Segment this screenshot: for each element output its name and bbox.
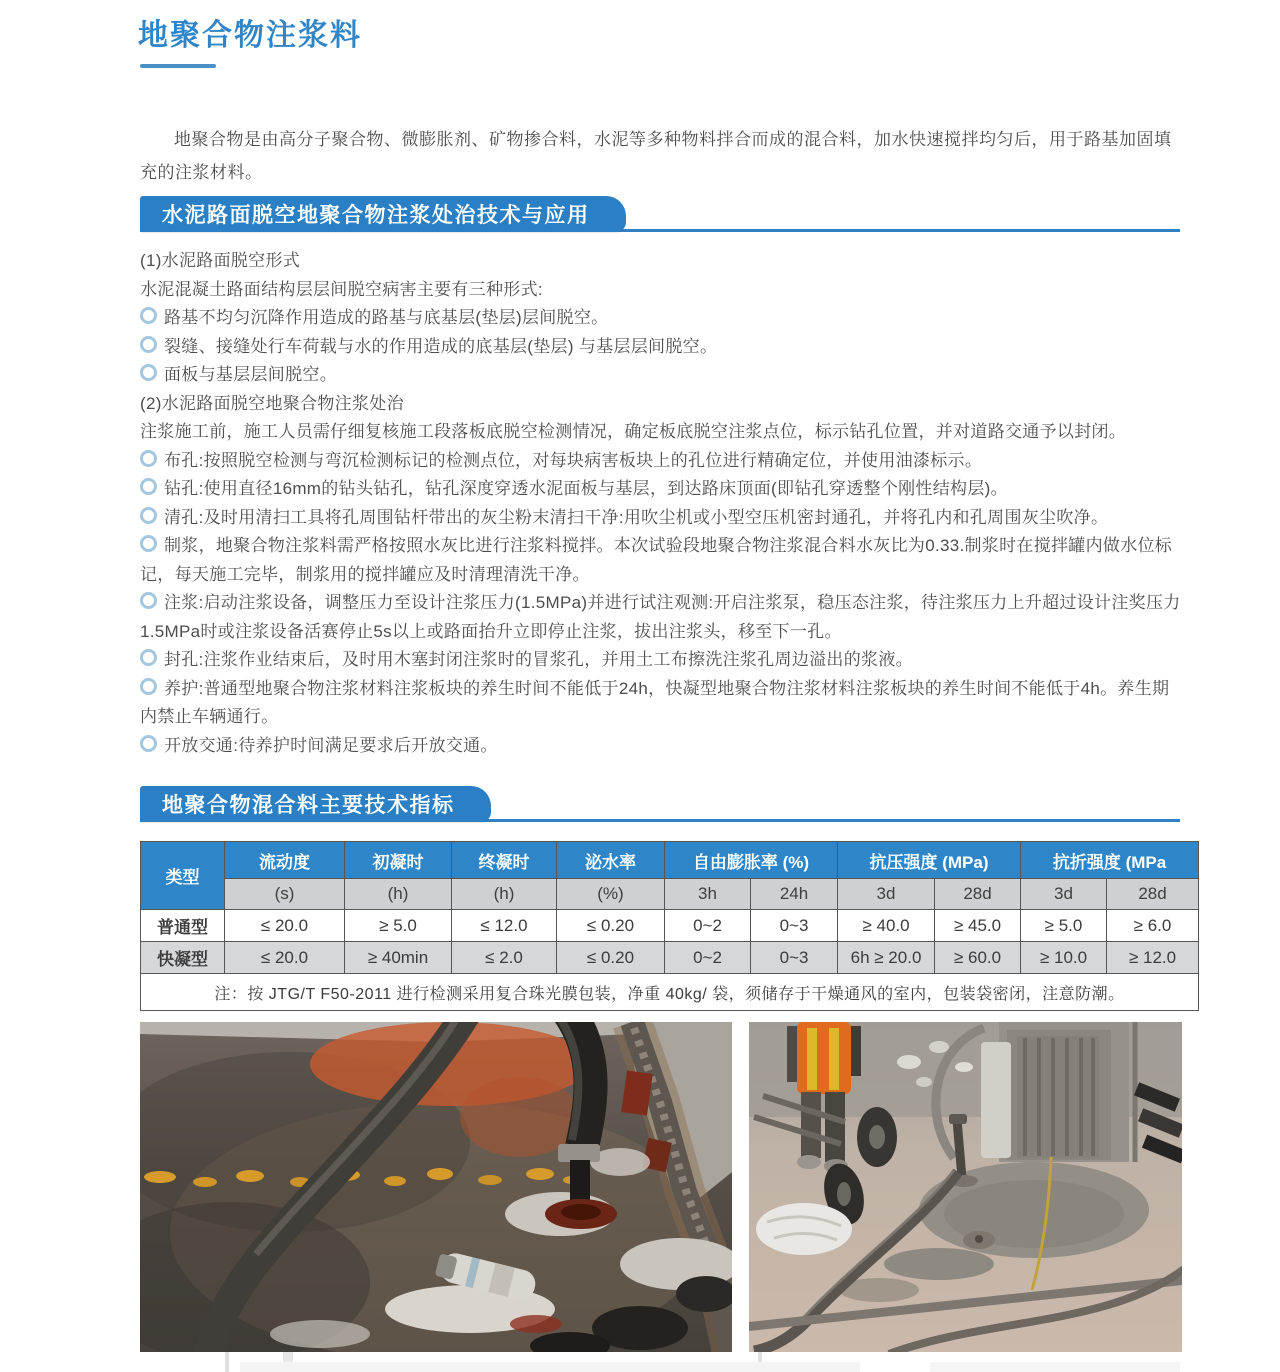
bullet-text: 制浆，地聚合物注浆料需严格按照水灰比进行注浆料搅拌。本次试验段地聚合物注浆混合料水灰比为0.33.制浆时在搅拌罐内做水位标记，每天施工完毕，制浆用的搅拌罐应及时清理清洗干净。 xyxy=(140,536,1173,584)
table-note-row xyxy=(141,974,1199,1011)
section-banner-2 xyxy=(140,786,491,822)
bullet-item xyxy=(140,504,1186,533)
ring-bullet-icon xyxy=(140,592,157,609)
next-page-hint xyxy=(240,1362,860,1372)
bullet-item xyxy=(140,532,1186,589)
bullet-item xyxy=(140,646,1186,675)
bullet-item xyxy=(140,475,1186,504)
section-title-1: 水泥路面脱空地聚合物注浆处治技术与应用 xyxy=(162,204,590,227)
body-paragraph xyxy=(140,247,1186,276)
bullet-item xyxy=(140,589,1186,646)
bullet-item xyxy=(140,304,1186,333)
row-label-cell: 快凝型 xyxy=(141,942,225,974)
table-row xyxy=(141,910,1199,942)
ring-bullet-icon xyxy=(140,450,157,467)
table-cell: ≤ 2.0 xyxy=(452,942,557,974)
table-subheader-cell: 3h xyxy=(665,879,751,910)
table-subheader-cell: (h) xyxy=(345,879,452,910)
table-subheader-cell: (s) xyxy=(225,879,345,910)
bullet-text: 钻孔:使用直径16mm的钻头钻孔，钻孔深度穿透水泥面板与基层，到达路床顶面(即钻孔穿透整个刚性结构层)。 xyxy=(164,479,1008,498)
table-cell: 0~2 xyxy=(665,910,751,942)
table-cell: ≤ 20.0 xyxy=(225,942,345,974)
table-note: 注：按 JTG/T F50-2011 进行检测采用复合珠光膜包装，净重 40kg/ 袋，须储存于干燥通风的室内，包装袋密闭，注意防潮。 xyxy=(141,974,1199,1011)
bullet-text: 养护:普通型地聚合物注浆材料注浆板块的养生时间不能低于24h，快凝型地聚合物注浆材料注浆板块的养生时间不能低于4h。养生期内禁止车辆通行。 xyxy=(140,678,1170,726)
photo-illustration xyxy=(140,1022,732,1352)
table-subheader-cell: 3d xyxy=(1021,879,1107,910)
row-label-cell: 普通型 xyxy=(141,910,225,942)
body-paragraph xyxy=(140,418,1186,447)
bullet-text: 开放交通:待养护时间满足要求后开放交通。 xyxy=(164,735,498,755)
bullet-item xyxy=(140,447,1186,476)
table-subheader-cell: (h) xyxy=(452,879,557,910)
section-banner-1 xyxy=(140,196,626,232)
bullet-text: 裂缝、接缝处行车荷载与水的作用造成的底基层(垫层) 与基层层间脱空。 xyxy=(164,336,718,356)
bullet-text: 面板与基层层间脱空。 xyxy=(164,365,337,384)
table-cell: ≥ 12.0 xyxy=(1107,942,1199,974)
table-subheader-cell: 24h xyxy=(751,879,838,910)
table-header-cell: 初凝时 xyxy=(345,842,452,879)
paragraph-text: (1)水泥路面脱空形式 xyxy=(140,251,301,270)
ring-bullet-icon xyxy=(140,678,157,695)
table-cell: ≥ 45.0 xyxy=(935,910,1021,942)
table-cell: 0~3 xyxy=(751,942,838,974)
table-subheader-cell: 3d xyxy=(838,879,935,910)
bullet-text: 布孔:按照脱空检测与弯沉检测标记的检测点位，对每块病害板块上的孔位进行精确定位，并使用油漆标示。 xyxy=(164,450,983,470)
page-title: 地聚合物注浆料 xyxy=(138,19,362,52)
ring-bullet-icon xyxy=(140,735,157,752)
table-cell: 0~3 xyxy=(751,910,838,942)
ring-bullet-icon xyxy=(140,535,157,552)
table-cell: 6h ≥ 20.0 xyxy=(838,942,935,974)
table-header-cell: 流动度 xyxy=(225,842,345,879)
ring-bullet-icon xyxy=(140,307,157,324)
ring-bullet-icon xyxy=(140,649,157,666)
intro-paragraph: 地聚合物是由高分子聚合物、微膨胀剂、矿物掺合料，水泥等多种物料拌合而成的混合料，加水快速搅拌均匀后，用于路基加固填充的注浆材料。 xyxy=(140,130,1172,182)
bullet-item xyxy=(140,675,1186,732)
bullet-text: 注浆:启动注浆设备，调整压力至设计注浆压力(1.5MPa)并进行试注观测:开启注浆泵，稳压态注浆，待注浆压力上升超过设计注奖压力1.5MPa时或注浆设备活赛停止5s以上或路面抬升立即停止注浆，拔出注浆头，移至下一孔。 xyxy=(140,593,1181,641)
table-cell: ≥ 40.0 xyxy=(838,910,935,942)
ring-bullet-icon xyxy=(140,478,157,495)
table-header-row xyxy=(141,842,1199,879)
paragraph-text: 水泥混凝土路面结构层层间脱空病害主要有三种形式: xyxy=(140,279,543,299)
photo-grouting-worksite xyxy=(749,1022,1182,1352)
bullet-text: 清孔:及时用清扫工具将孔周围钻杆带出的灰尘粉末清扫干净:用吹尘机或小型空压机密封通孔，并将孔内和孔周围灰尘吹净。 xyxy=(164,507,1109,527)
table-cell: ≥ 40min xyxy=(345,942,452,974)
table-subheader-cell: 28d xyxy=(1107,879,1199,910)
content-list xyxy=(140,247,1186,760)
bullet-item xyxy=(140,361,1186,390)
table-cell: 0~2 xyxy=(665,942,751,974)
photo-grouting-hose-pavement xyxy=(140,1022,732,1352)
bullet-item xyxy=(140,333,1186,362)
table-cell: ≤ 0.20 xyxy=(557,910,665,942)
table-header-cell: 抗折强度 (MPa xyxy=(1021,842,1199,879)
body-paragraph xyxy=(140,390,1186,419)
table-header-cell: 泌水率 xyxy=(557,842,665,879)
table-subheader-cell: (%) xyxy=(557,879,665,910)
bullet-text: 路基不均匀沉降作用造成的路基与底基层(垫层)层间脱空。 xyxy=(164,308,609,327)
table-header-cell: 自由膨胀率 (%) xyxy=(665,842,838,879)
table-cell: ≤ 0.20 xyxy=(557,942,665,974)
table-header-cell-type: 类型 xyxy=(141,842,225,910)
body-paragraph xyxy=(140,276,1186,305)
paragraph-text: (2)水泥路面脱空地聚合物注浆处治 xyxy=(140,393,404,413)
bullet-item xyxy=(140,732,1186,761)
table-header-cell: 抗压强度 (MPa) xyxy=(838,842,1021,879)
table-cell: ≥ 10.0 xyxy=(1021,942,1107,974)
ring-bullet-icon xyxy=(140,507,157,524)
next-page-hint xyxy=(225,1352,229,1372)
ring-bullet-icon xyxy=(140,364,157,381)
table-cell: ≤ 12.0 xyxy=(452,910,557,942)
table-cell: ≥ 5.0 xyxy=(1021,910,1107,942)
photo-illustration xyxy=(749,1022,1182,1352)
section-title-2: 地聚合物混合料主要技术指标 xyxy=(162,794,455,817)
table-header-cell: 终凝时 xyxy=(452,842,557,879)
ring-bullet-icon xyxy=(140,336,157,353)
table-cell: ≥ 6.0 xyxy=(1107,910,1199,942)
table-cell: ≤ 20.0 xyxy=(225,910,345,942)
bullet-text: 封孔:注浆作业结束后，及时用木塞封闭注浆时的冒浆孔，并用土工布擦洗注浆孔周边溢出的浆液。 xyxy=(164,650,913,669)
table-subheader-row xyxy=(141,879,1199,910)
table-subheader-cell: 28d xyxy=(935,879,1021,910)
cement-bag xyxy=(756,1203,852,1255)
table-cell: ≥ 60.0 xyxy=(935,942,1021,974)
table-cell: ≥ 5.0 xyxy=(345,910,452,942)
title-underline xyxy=(140,64,216,68)
spec-table xyxy=(140,841,1199,1011)
next-page-hint xyxy=(930,1362,1180,1372)
paragraph-text: 注浆施工前，施工人员需仔细复核施工段落板底脱空检测情况，确定板底脱空注浆点位，标示钻孔位置，并对道路交通予以封闭。 xyxy=(140,422,1127,441)
table-row xyxy=(141,942,1199,974)
